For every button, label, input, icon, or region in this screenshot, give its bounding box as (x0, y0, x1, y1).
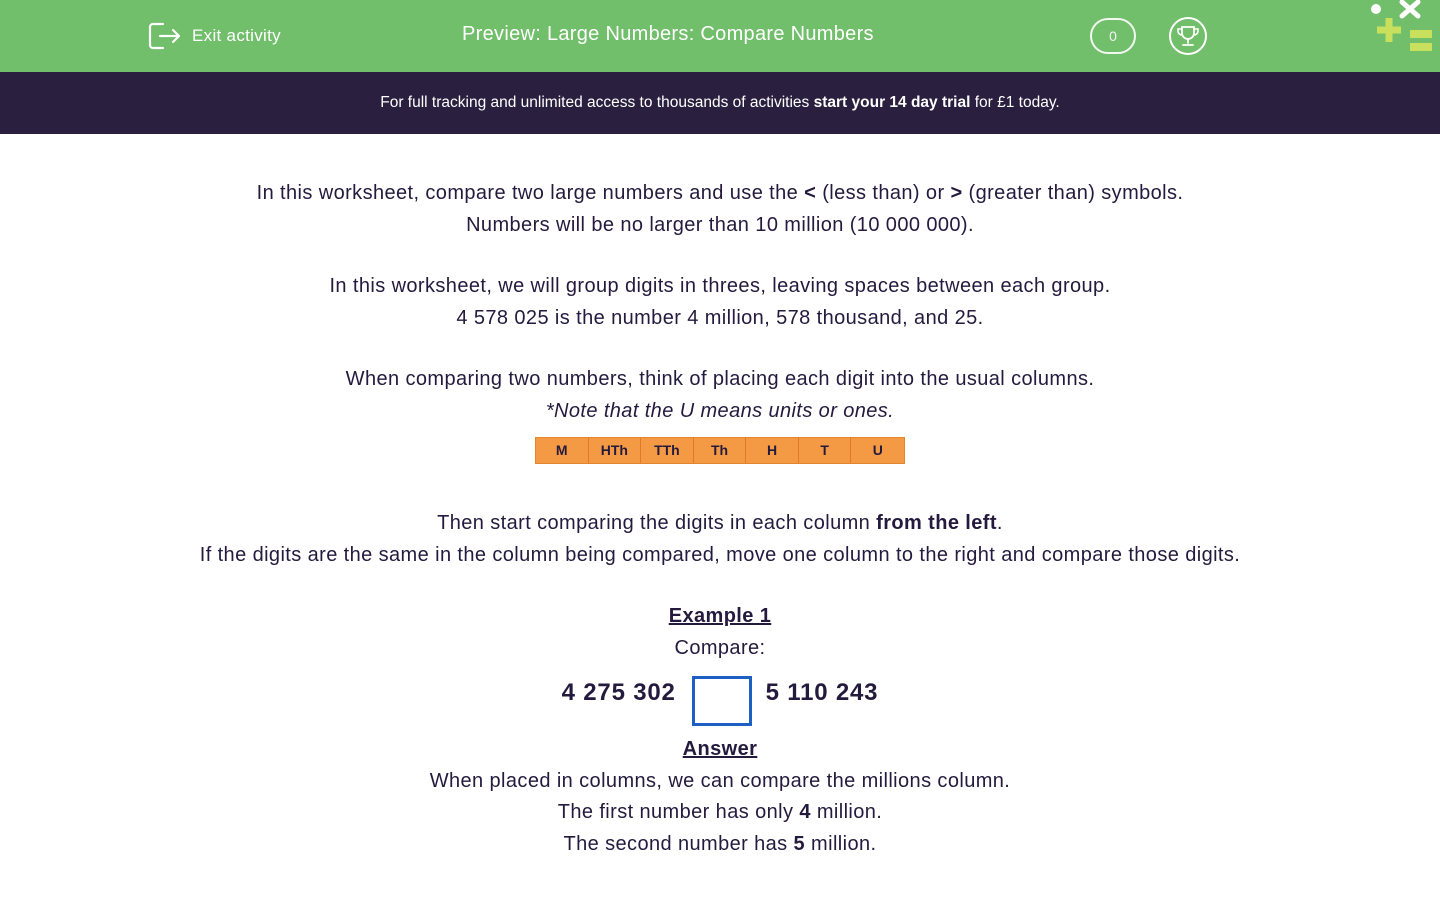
answer-line-1: When placed in columns, we can compare the millions column. (429, 769, 1011, 792)
compare-prompt: Compare: (674, 636, 766, 659)
banner-text-end: for £1 today. (970, 94, 1060, 111)
trial-banner (0, 72, 1440, 134)
place-value-column-h: H (746, 438, 799, 463)
place-value-column-tth: TTh (641, 438, 694, 463)
answer-line-3: The second number has 5 million. (563, 832, 877, 855)
exit-activity-button[interactable] (148, 20, 281, 52)
top-bar (0, 0, 1440, 72)
comparison-row (0, 664, 1440, 722)
example-heading: Example 1 (668, 605, 772, 627)
place-value-column-hth: HTh (589, 438, 642, 463)
place-value-table (535, 437, 905, 464)
place-value-column-m: M (536, 438, 589, 463)
answer-line-2: The first number has only 4 million. (557, 801, 883, 823)
trophy-button[interactable] (1169, 17, 1207, 55)
worksheet-content (0, 178, 1440, 860)
method-line-1: Then start comparing the digits in each column from the left. (437, 512, 1003, 534)
place-value-column-th: Th (694, 438, 747, 463)
intro-line-5: When comparing two numbers, think of placing each digit into the usual columns. (345, 368, 1095, 390)
page-title: Preview: Large Numbers: Compare Numbers (462, 23, 874, 45)
intro-line-4: 4 578 025 is the number 4 million, 578 thousand, and 25. (456, 306, 984, 329)
right-number: 5 110 243 (765, 679, 879, 706)
answer-box[interactable] (692, 676, 752, 726)
method-line-2: If the digits are the same in the column being compared, move one column to the right and compare those digits. (199, 543, 1241, 566)
banner-text: For full tracking and unlimited access to thousands of activities (380, 94, 814, 111)
place-value-column-t: T (799, 438, 852, 463)
note-line: *Note that the U means units or ones. (545, 399, 895, 422)
trial-link[interactable]: start your 14 day trial (813, 94, 971, 111)
intro-line-3: In this worksheet, we will group digits in threes, leaving spaces between each group. (329, 275, 1111, 297)
intro-line-1: In this worksheet, compare two large numbers and use the < (less than) or > (greater than) symbols. (256, 182, 1184, 204)
left-number: 4 275 302 (561, 679, 676, 706)
exit-icon (148, 21, 182, 51)
exit-activity-label: Exit activity (192, 26, 281, 45)
intro-line-2: Numbers will be no larger than 10 million (10 000 000). (466, 213, 974, 236)
logo-icon (1366, 0, 1440, 60)
trophy-icon (1176, 25, 1200, 47)
score-badge: 0 (1090, 18, 1136, 54)
place-value-column-u: U (851, 438, 904, 463)
answer-heading: Answer (682, 738, 758, 760)
